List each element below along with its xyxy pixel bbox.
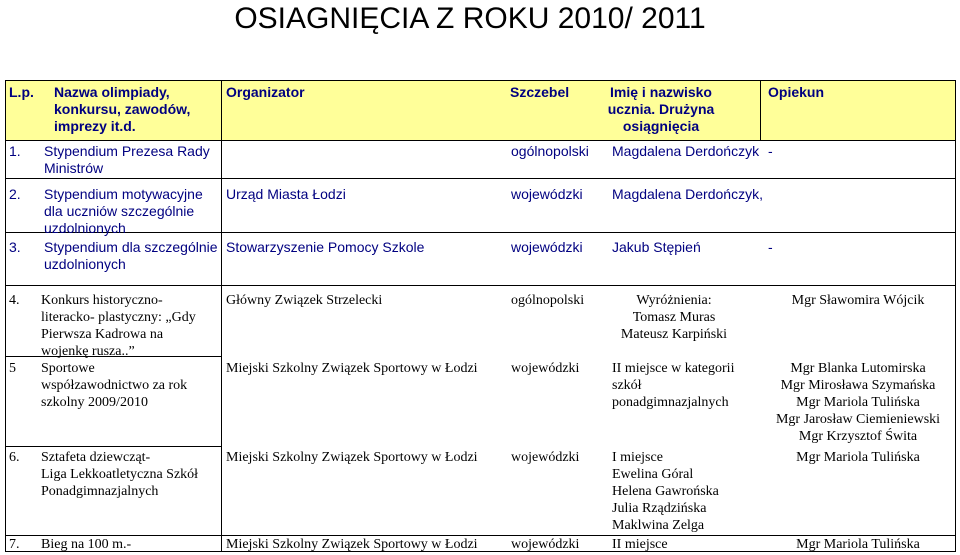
row-5-name-2: współzawodnictwo za rok xyxy=(41,378,188,393)
row-2-organizer: Urząd Miasta Łodzi xyxy=(226,186,346,202)
row-5-tutor-1: Mgr Blanka Lutomirska xyxy=(790,361,926,376)
row-2-name-2: dla uczniów szczególnie xyxy=(44,203,195,219)
row-5-student-3: ponadgimnazjalnych xyxy=(612,395,729,410)
row-6-organizer: Miejski Szkolny Związek Sportowy w Łodzi xyxy=(226,450,478,465)
row-1-name-2: Ministrów xyxy=(44,160,104,176)
row-7-organizer: Miejski Szkolny Związek Sportowy w Łodzi xyxy=(226,537,478,552)
row-5-student-2: szkół xyxy=(612,378,642,393)
row-5-tutor-4: Mgr Jarosław Ciemieniewski xyxy=(775,412,941,427)
header-tutor: Opiekun xyxy=(768,84,825,100)
row-1-student: Magdalena Derdończyk xyxy=(612,143,760,159)
row-4-name-3: Pierwsza Kadrowa na xyxy=(41,327,164,342)
table-border-top xyxy=(5,80,956,81)
row-1-number: 1. xyxy=(9,143,21,159)
row-6-level: wojewódzki xyxy=(511,450,580,465)
divider-row-1 xyxy=(5,178,956,179)
row-5-organizer: Miejski Szkolny Związek Sportowy w Łodzi xyxy=(226,361,478,376)
row-3-number: 3. xyxy=(9,239,21,255)
header-name-1: Nazwa olimpiady, xyxy=(54,84,170,100)
row-3-name-2: uzdolnionych xyxy=(44,256,126,272)
row-5-student-1: II miejsce w kategorii xyxy=(612,361,735,376)
row-3-organizer: Stowarzyszenie Pomocy Szkole xyxy=(226,239,425,255)
table-border-right xyxy=(955,80,956,552)
divider-row-5 xyxy=(5,446,221,447)
divider-header xyxy=(5,140,956,141)
row-5-level: wojewódzki xyxy=(511,361,580,376)
divider-row-2 xyxy=(5,232,956,233)
row-6-student-5: Maklwina Zelga xyxy=(612,518,705,533)
row-7-level: wojewódzki xyxy=(511,537,580,552)
row-1-name-1: Stypendium Prezesa Rady xyxy=(44,143,210,159)
row-2-number: 2. xyxy=(9,186,21,202)
header-student-1: Imię i nazwisko xyxy=(610,84,712,100)
row-3-name-1: Stypendium dla szczególnie xyxy=(44,239,218,255)
row-1-level: ogólnopolski xyxy=(511,143,589,159)
row-2-level: wojewódzki xyxy=(511,186,583,202)
header-lp: L.p. xyxy=(9,84,34,100)
row-4-name-4: wojenkę rusza..” xyxy=(41,344,135,359)
row-7-number: 7. xyxy=(9,537,20,552)
header-student-3: osiągnięcia xyxy=(622,118,700,134)
row-5-tutor-2: Mgr Mirosława Szymańska xyxy=(780,378,936,393)
table-border-left xyxy=(5,80,6,552)
row-4-student-1: Wyróżnienia: xyxy=(636,293,712,308)
header-name-2: konkursu, zawodów, xyxy=(54,101,191,117)
header-name-3: imprezy it.d. xyxy=(54,118,136,134)
row-4-level: ogólnopolski xyxy=(511,293,585,308)
row-5-name-1: Sportowe xyxy=(41,361,95,376)
row-4-organizer: Główny Związek Strzelecki xyxy=(226,293,383,308)
header-student-2: ucznia. Drużyna xyxy=(607,101,715,117)
row-4-number: 4. xyxy=(9,293,20,308)
row-4-student-2: Tomasz Muras xyxy=(632,310,716,325)
row-4-student-3: Mateusz Karpiński xyxy=(620,327,728,342)
row-7-name: Bieg na 100 m.- xyxy=(41,537,132,552)
row-7-tutor: Mgr Mariola Tulińska xyxy=(796,537,920,552)
page-title: OSIAGNIĘCIA Z ROKU 2010/ 2011 xyxy=(234,2,706,35)
row-5-tutor-3: Mgr Mariola Tulińska xyxy=(796,395,920,410)
row-6-student-4: Julia Rządzińska xyxy=(612,501,707,516)
row-6-student-3: Helena Gawrońska xyxy=(612,484,719,499)
col-divider-tutor xyxy=(760,80,761,140)
row-6-tutor: Mgr Mariola Tulińska xyxy=(796,450,920,465)
col-divider-name xyxy=(221,80,222,552)
row-2-name-3: uzdolnionych xyxy=(44,220,126,236)
row-5-tutor-5: Mgr Krzysztof Świta xyxy=(798,429,918,444)
header-level: Szczebel xyxy=(510,84,570,100)
row-5-number: 5 xyxy=(9,361,16,376)
row-6-student-1: I miejsce xyxy=(612,450,663,465)
row-6-name-1: Sztafeta dziewcząt- xyxy=(41,450,151,465)
header-organizer: Organizator xyxy=(226,84,305,100)
divider-row-6 xyxy=(5,535,956,536)
row-6-student-2: Ewelina Góral xyxy=(612,467,694,482)
row-2-student: Magdalena Derdończyk, xyxy=(612,186,763,202)
row-3-student: Jakub Stępień xyxy=(612,239,701,255)
row-5-name-3: szkolny 2009/2010 xyxy=(41,395,148,410)
divider-row-3 xyxy=(5,285,956,286)
row-6-number: 6. xyxy=(9,450,20,465)
row-2-name-1: Stypendium motywacyjne xyxy=(44,186,203,202)
row-7-student: II miejsce xyxy=(612,537,668,552)
row-1-tutor: - xyxy=(768,143,773,159)
row-6-name-3: Ponadgimnazjalnych xyxy=(41,484,159,499)
row-4-name-1: Konkurs historyczno- xyxy=(41,293,163,308)
row-6-name-2: Liga Lekkoatletyczna Szkół xyxy=(41,467,199,482)
row-4-name-2: literacko- plastyczny: „Gdy xyxy=(41,310,196,325)
row-4-tutor: Mgr Sławomira Wójcik xyxy=(791,293,925,308)
row-3-level: wojewódzki xyxy=(511,239,583,255)
row-3-tutor: - xyxy=(768,239,773,255)
